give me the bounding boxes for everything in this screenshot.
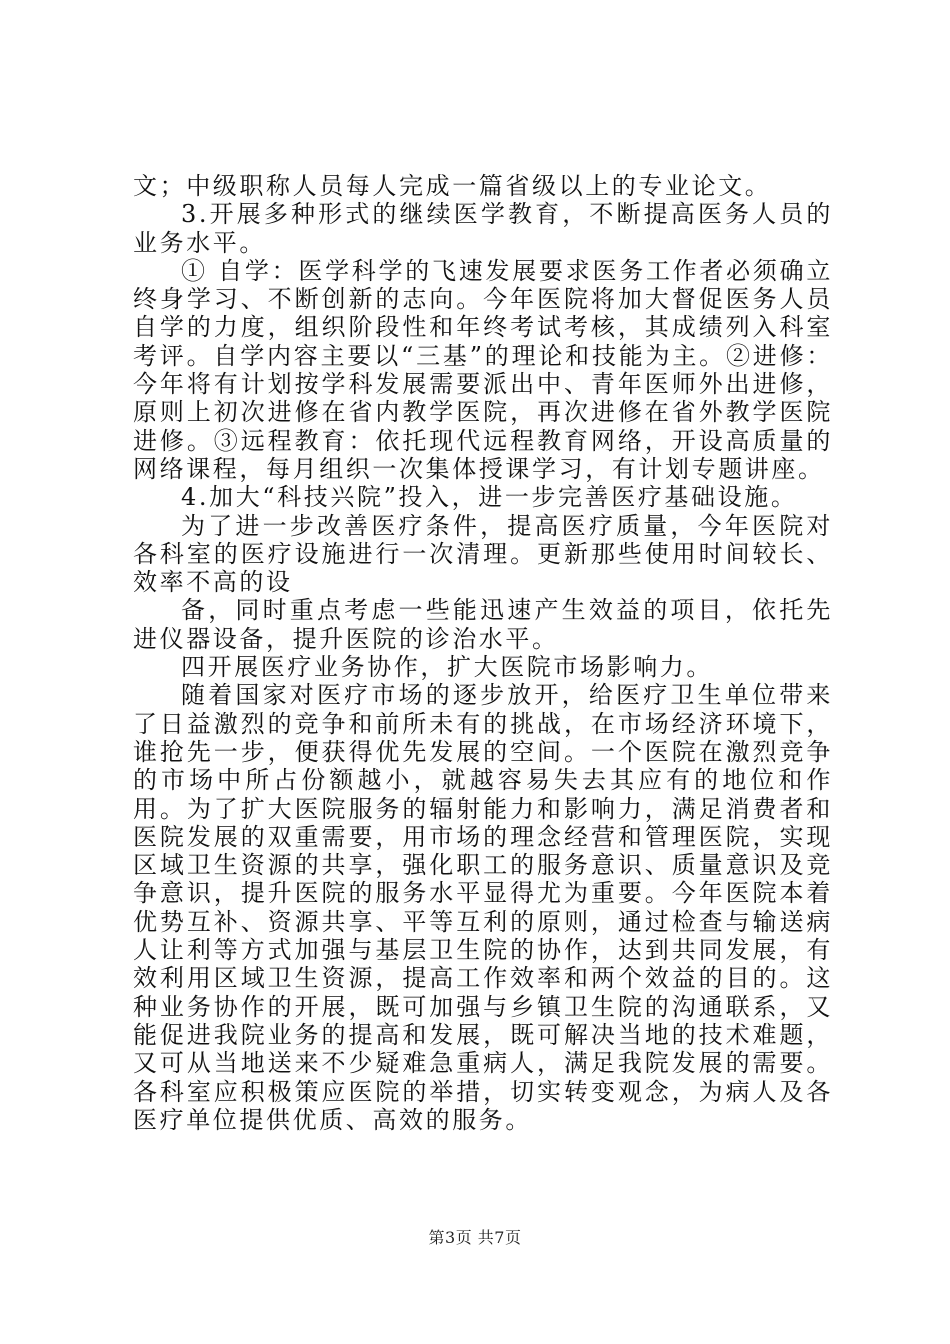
paragraph-6: 备，同时重点考虑一些能迅速产生效益的项目，依托先进仪器设备，提升医院的诊治水平。 bbox=[133, 596, 833, 653]
document-body bbox=[133, 172, 833, 1134]
paragraph-1: 文；中级职称人员每人完成一篇省级以上的专业论文。 bbox=[133, 172, 772, 200]
paragraph-5: 为了进一步改善医疗条件，提高医疗质量，今年医院对各科室的医疗设施进行一次清理。更新那些使用时间较长、效率不高的设 bbox=[133, 511, 833, 597]
page-number-label: 第3页 共7页 bbox=[428, 1228, 522, 1247]
page-footer bbox=[0, 1225, 950, 1248]
paragraph-8: 随着国家对医疗市场的逐步放开，给医疗卫生单位带来了日益激烈的竞争和前所未有的挑战，在市场经济环境下，谁抢先一步，便获得优先发展的空间。一个医院在激烈竞争的市场中所占份额越小，就越容易失去其应有的地位和作用。为了扩大医院服务的辐射能力和影响力，满足消费者和医院发展的双重需要，用市场的理念经营和管理医院，实现区域卫生资源的共享，强化职工的服务意识、质量意识及竞争意识，提升医院的服务水平显得尤为重要。今年医院本着优势互补、资源共享、平等互利的原则，通过检查与输送病人让利等方式加强与基层卫生院的协作，达到共同发展，有效利用区域卫生资源，提高工作效率和两个效益的目的。这种业务协作的开展，既可加强与乡镇卫生院的沟通联系，又能促进我院业务的提高和发展，既可解决当地的技术难题，又可从当地送来不少疑难急重病人，满足我院发展的需要。各科室应积极策应医院的举措，切实转变观念，为病人及各医疗单位提供优质、高效的服务。 bbox=[133, 681, 833, 1134]
paragraph-4: 4.加大“科技兴院”投入，进一步完善医疗基础设施。 bbox=[181, 483, 798, 512]
paragraph-3: ① 自学：医学科学的飞速发展要求医务工作者必须确立终身学习、不断创新的志向。今年医院将加大督促医务人员自学的力度，组织阶段性和年终考试考核，其成绩列入科室考评。自学内容主要以“三基”的理论和技能为主。②进修：今年将有计划按学科发展需要派出中、青年医师外出进修，原则上初次进修在省内教学医院，再次进修在省外教学医院进修。③远程教育：依托现代远程教育网络，开设高质量的网络课程，每月组织一次集体授课学习，有计划专题讲座。 bbox=[133, 256, 833, 483]
paragraph-7: 四开展医疗业务协作，扩大医院市场影响力。 bbox=[181, 653, 713, 682]
paragraph-2: 3.开展多种形式的继续医学教育，不断提高医务人员的业务水平。 bbox=[133, 200, 833, 257]
